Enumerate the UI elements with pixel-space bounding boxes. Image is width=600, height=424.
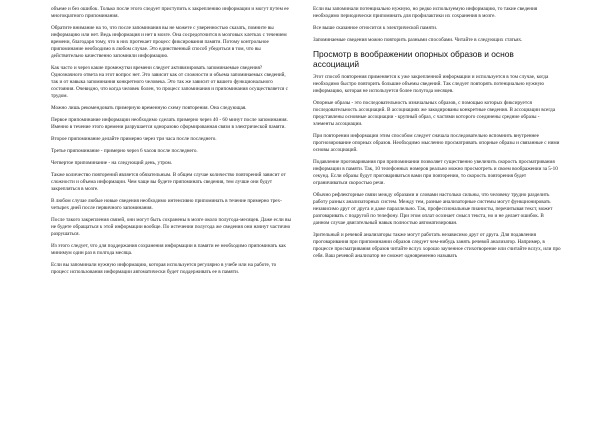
paragraph: Четвертое припоминание - на следующий день, утром. — [51, 160, 173, 166]
paragraph: При повторении информации этим способом следует сначала последовательно вспомнить внутреннее прогнозирование опорных образов. Необходимо мысленно просматривать опорные образы и связанные с ними основы ассоциаций. — [313, 133, 560, 153]
right-column — [313, 6, 561, 424]
paragraph: В любом случае любые новые сведения необходимо интенсивно припоминать в течение примерно трех-четырех дней после первичного запоминания. — [51, 198, 282, 211]
paragraph: Также количество повторений является обязательным. В общем случае количество повторений зависит от сложности и объема информации. Чем чаще вы будете припоминать сведения, тем лучше они будут закрепляться в мозге. — [51, 172, 286, 192]
paragraph: Третье припоминание - примерно через 6 часов после последнего. — [51, 148, 198, 154]
paragraph: Первое припоминание информации необходимо сделать примерно через 40 - 60 минут после запоминания. Именно в течение этого времени разрушается одноразово сформированная связи в электрической памяти. — [51, 117, 288, 130]
paragraph: Этот способ повторения применяется к уже закрепленной информации и используется в том случае, когда необходимо быстро повторить большие объемы сведений. Так следует повторять потенциально нужную информацию, которая не используется более полугода месяцев. — [313, 74, 549, 94]
paragraph: Из этого следует, что для поддержания сохранения информации в памяти ее необходимо припоминать как минимум один раз в полгода месяца. — [51, 243, 286, 256]
paragraph: Можно лишь рекомендовать примерную временную схему повторения. Она следующая. — [51, 105, 247, 111]
paragraph: Обратите внимание на то, что после запоминания вы не можете с уверенностью сказать, помните вы информацию или нет. Ведь информация и нет в мозге. Она сосредоточится в мозговых клетках с течением времени, благодаря тому, что в них протекает процесс фиксирования памяти. Потому контрольное припоминание необходимо в любом случае. Это единственный способ убедиться в том, что вы действительно качественно запомнили информацию. — [51, 25, 287, 59]
paragraph: Зрительный и речевой анализаторы также могут работать независимо друг от друга. Для подавления проговаривания при припоминании образов следует чем-нибудь занять речевой анализатор. Например, в процессе просматривания образов читайте вслух хорошо заученное стихотворение или считайте вслух, или про себя. Ваш речевой анализатор не сможет одновременно называть — [313, 232, 561, 259]
section-heading: Просмотр в воображении опорных образов и основ ассоциаций — [313, 49, 514, 69]
paragraph: Как часто и через какие промежутки времени следует активизировать запоминаемые сведения? Однозначного ответа на этот вопрос нет. Это зависит как от сложности и объема запоминаемых сведений, так и от навыка запоминания конкретного человека. Это так же зависит от вашего функционального состояния. Очевидно, что когда человек болен, то процесс запоминания и припоминания осуществляется с трудом. — [51, 65, 288, 99]
left-column — [51, 6, 293, 424]
paragraph: объеме и без ошибок. Только после этого следует приступить к закреплению информации и могут путем ее многократного припоминания. — [51, 6, 289, 19]
paragraph: После такого закрепления связей, они могут быть сохранены в мозге около полугода-месяцев. Даже если вы не будете обращаться к этой информации вообще. По истечении полугода же сведения они начнут частично разрушаться. — [51, 217, 291, 237]
paragraph: Подавление проговаривания при припоминании позволяет существенно увеличить скорость просматривания информации в памяти. Так, 10 телефонных номеров реально можно просмотреть и своем воображении за 5-10 секунд. Если образы будут проговариваться вами при повторении, то скорость повторения будет ограничиваться скоростью речи. — [313, 159, 558, 186]
paragraph: Если вы запоминали потенциально нужную, но редко используемую информацию, то такие сведения необходимо периодически припоминать для профилактики их сохранения в мозге. — [313, 6, 538, 19]
paragraph: Второе припоминание делайте примерно через три часа после последнего. — [51, 136, 217, 142]
paragraph: Опорные образы - это последовательность изначальных образов, с помощью которых фиксируется последовательность ассоциаций. В ассоциациях же закодированы конкретные сведения. В ассоциации всегда представлены основные ассоциации - крупный образ, с частями которого соединены средние образы - элементы ассоциации. — [313, 100, 556, 127]
paragraph: Запоминаемые сведения можно повторить разными способами. Читайте в следующих статьях. — [313, 37, 523, 43]
paragraph: Обычно рефлекторные связи между образами и словами настолько сильны, что человеку трудно разделить работу разных анализаторных систем. Между тем, разные анализаторные системы могут функционировать независимо друг от друга и даже параллельно. Так, профессиональные пианисты, перечитывая текст, может разговаривать с подругой по телефону. При этом оплат осознает смысл текста, но и не делает ошибок. В данном случае двигательный навык полностью автоматизирован. — [313, 192, 553, 226]
paragraph: Все выше сказанное относится к электрической памяти. — [313, 25, 438, 31]
paragraph: Если вы запоминали нужную информацию, которая используется регулярно в учебе или на работе, то процесс использования информации автоматически будет поддерживать ее в памяти. — [51, 262, 277, 275]
